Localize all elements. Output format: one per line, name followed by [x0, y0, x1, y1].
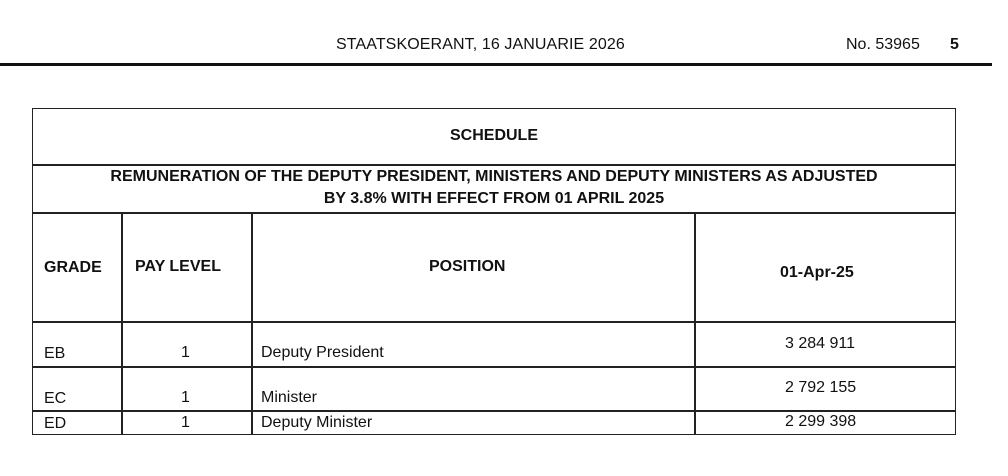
column-header-date: 01-Apr-25: [780, 264, 854, 281]
row-grade: EC: [44, 390, 67, 407]
column-divider-1: [121, 213, 123, 435]
row-pay-level: 1: [181, 389, 190, 406]
table-rule-subtitle: [33, 212, 955, 214]
row-amount: 2 792 155: [785, 379, 857, 396]
row-position: Deputy President: [261, 344, 384, 361]
column-divider-3: [694, 213, 696, 435]
gazette-title: STAATSKOERANT, 16 JANUARIE 2026: [336, 36, 625, 53]
row-grade: EB: [44, 345, 66, 362]
table-rule-row2: [33, 410, 955, 412]
row-amount: 2 299 398: [785, 413, 857, 430]
gazette-number: No. 53965: [846, 36, 920, 53]
table-rule-row1: [33, 366, 955, 368]
schedule-subtitle-line-2: BY 3.8% WITH EFFECT FROM 01 APRIL 2025: [323, 190, 665, 207]
row-grade: ED: [44, 415, 67, 432]
header-rule: [0, 63, 992, 66]
page-number: 5: [950, 36, 959, 53]
remuneration-table: [32, 108, 956, 435]
row-pay-level: 1: [181, 344, 190, 361]
table-rule-header: [33, 321, 955, 323]
row-position: Minister: [261, 389, 318, 406]
column-header-position: POSITION: [429, 258, 506, 275]
row-amount: 3 284 911: [785, 335, 855, 352]
schedule-title: SCHEDULE: [449, 127, 538, 144]
column-header-pay-level: PAY LEVEL: [135, 258, 221, 275]
row-position: Deputy Minister: [261, 414, 373, 431]
column-header-grade: GRADE: [44, 259, 102, 276]
schedule-subtitle-line-1: REMUNERATION OF THE DEPUTY PRESIDENT, MINISTERS AND DEPUTY MINISTERS AS ADJUSTED: [110, 168, 878, 185]
column-divider-2: [251, 213, 253, 435]
row-pay-level: 1: [181, 414, 190, 431]
schedule-subtitle: [33, 166, 955, 210]
